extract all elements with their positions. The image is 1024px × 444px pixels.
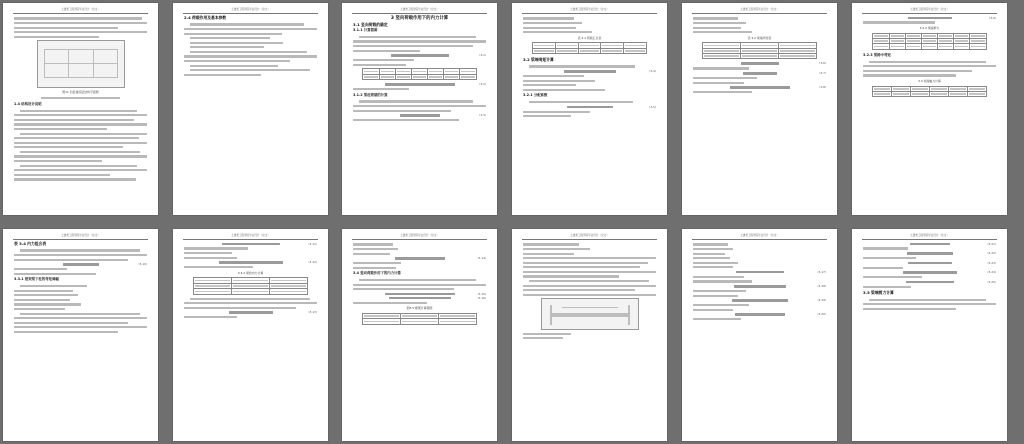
section-heading: 2.4 荷载作用及基本参数 [184,15,227,20]
data-table [362,68,476,80]
table-caption: 3.3.2 梁的内力计算 [237,270,264,275]
section-heading: 3.2 梁端弯矩计算 [523,57,554,63]
equation: (3-9) [863,17,996,20]
page-header: 土建类工程学院毕业设计（论文） [13,7,148,14]
equation: (3-20) [693,313,826,316]
document-page-7[interactable] [3,229,158,441]
equation: (3-1) [353,54,486,57]
chapter-title: 3 竖向荷载作用下的内力计算 [390,16,449,21]
equation: (3-25) [863,281,996,284]
page-header: 土建类工程学院毕业设计（论文） [522,7,657,14]
section-heading: 1.4 结构设计说明 [14,101,42,106]
structure-figure [37,40,125,88]
table-caption: 3.2.2 梁端剪力 [919,26,940,31]
equation: (3-4) [523,70,656,73]
table-caption: 图3.5 框架计算简图 [406,306,433,311]
document-page-4[interactable] [512,3,667,215]
equation: (3-5) [523,106,656,109]
equation: (3-16) [353,297,486,300]
page-header: 土建类工程学院毕业设计（论文） [13,233,148,240]
equation: (3-18) [693,285,826,288]
equation: (3-14) [353,257,486,260]
page-header: 土建类工程学院毕业设计（论文） [692,233,827,240]
page-header: 土建类工程学院毕业设计（论文） [862,7,997,14]
page-header: 土建类工程学院毕业设计（论文） [183,233,318,240]
equation: (3-6) [693,62,826,65]
page-header: 土建类工程学院毕业设计（论文） [862,233,997,240]
equation: (3-19) [693,299,826,302]
document-page-6[interactable] [852,3,1007,215]
document-page-8[interactable] [173,229,328,441]
data-table [872,86,986,98]
section-heading: 表 3.4 内力组合表 [14,241,47,246]
document-page-10[interactable] [512,229,667,441]
equation: (3-15) [353,293,486,296]
equation: (3-11) [184,243,317,246]
subsection-heading: 3.2.1 分配系数 [523,93,548,98]
document-page-2[interactable] [173,3,328,215]
page-header: 土建类工程学院毕业设计（论文） [352,233,487,240]
page-header: 土建类工程学院毕业设计（论文） [352,7,487,14]
document-page-9[interactable] [342,229,497,441]
document-page-1[interactable] [3,3,158,215]
page-header: 土建类工程学院毕业设计（论文） [692,7,827,14]
subsection-heading: 3.2.3 梁跨中弯矩 [863,52,891,57]
subsection-heading: 3.3.1 框架梁下柱的弯矩调幅 [14,277,59,282]
section-heading: 3.1 竖向荷载的确定 [353,22,388,27]
equation: (3-2) [353,83,486,86]
equation: (3-21) [863,243,996,246]
table-caption: 3.3 柱端轴力计算 [918,78,941,83]
equation: (3-23) [863,262,996,265]
equation: (3-24) [863,271,996,274]
equation: (3-10) [14,263,147,266]
data-table [193,277,307,294]
data-table [872,33,986,50]
document-page-12[interactable] [852,229,1007,441]
beam-figure [541,298,639,330]
subsection-heading: 3.4 竖向荷载作用下的内力计算 [353,271,401,276]
equation: (3-7) [693,72,826,75]
equation: (3-13) [184,311,317,314]
subsection-heading: 3.1.1 计算简图 [353,28,378,32]
data-table [532,42,646,54]
equation: (3-17) [693,271,826,274]
document-page-11[interactable] [682,229,837,441]
figure-caption: 图11 四层楼底层结构平面图 [62,90,99,95]
data-table [702,42,816,59]
section-heading: 3.5 梁端剪力计算 [863,290,894,296]
equation: (3-3) [353,114,486,117]
table-caption: 表 3.1 荷载汇总表 [577,35,602,40]
data-table [362,313,476,325]
equation: (3-8) [693,86,826,89]
table-caption: 表 3.2 梁端弯矩表 [747,35,772,40]
document-page-3[interactable] [342,3,497,215]
page-header: 土建类工程学院毕业设计（论文） [183,7,318,14]
page-header: 土建类工程学院毕业设计（论文） [522,233,657,240]
document-page-5[interactable] [682,3,837,215]
equation: (3-12) [184,261,317,264]
subsection-heading: 3.1.2 梁柱荷载的计算 [353,92,388,97]
equation: (3-22) [863,252,996,255]
